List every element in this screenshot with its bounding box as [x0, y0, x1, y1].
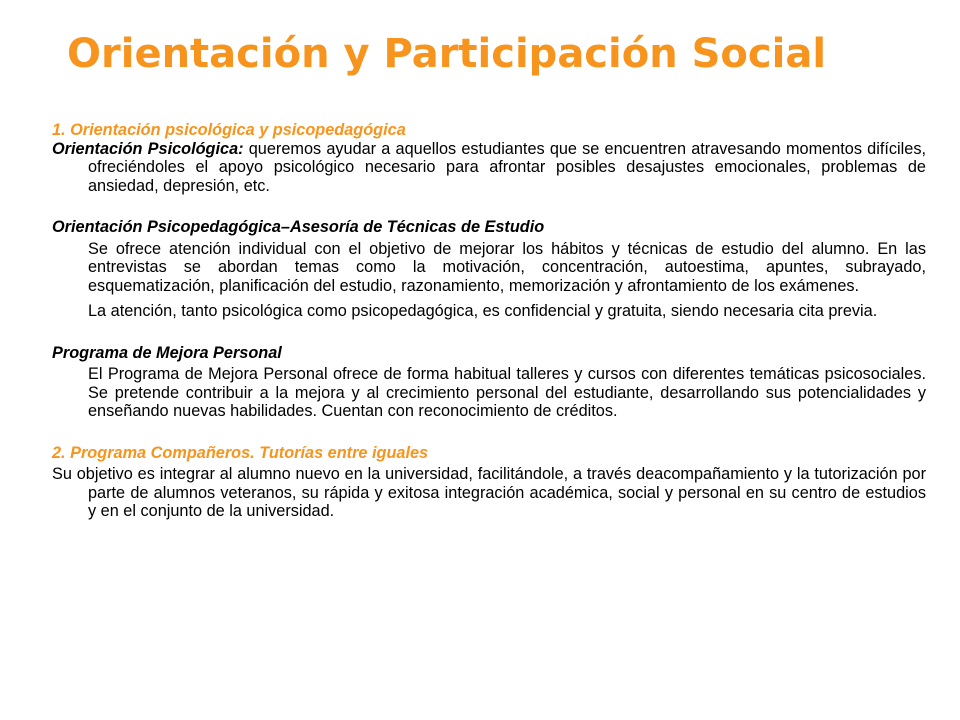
mejora-personal-heading: Programa de Mejora Personal: [52, 343, 282, 362]
section-1-heading: 1. Orientación psicológica y psicopedagógica: [52, 121, 406, 139]
programa-companeros-paragraph: Su objetivo es integrar al alumno nuevo en la universidad, facilitándole, a través deacompañamiento y la tutorización por parte de alumnos veteranos, su rápida y exitosa integración académica, social y personal en su centro de estudios y en el conjunto de la universidad.: [52, 465, 926, 520]
psicopedagogica-paragraph-2: La atención, tanto psicológica como psicopedagógica, es confidencial y gratuita, siendo necesaria cita previa.: [88, 302, 878, 320]
orientacion-psicologica-paragraph: [52, 140, 926, 196]
psicopedagogica-paragraph-1: Se ofrece atención individual con el objetivo de mejorar los hábitos y técnicas de estudio del alumno. En las entrevistas se abordan temas como la motivación, concentración, autoestima, apuntes, subrayado, esquematización, planificación del estudio, razonamiento, memorización y afrontamiento de los exámenes.: [88, 239, 926, 295]
orientacion-psicologica-lead: Orientación Psicológica:: [52, 139, 244, 158]
orientacion-psicologica-text: queremos ayudar a aquellos estudiantes que se encuentren atravesando momentos difíciles, ofreciéndoles el apoyo psicológico necesario para afrontar posibles desajustes emocionales, problemas de ansiedad, depresión, etc.: [88, 139, 926, 195]
section-2-heading: 2. Programa Compañeros. Tutorías entre iguales: [52, 443, 429, 462]
page-title: Orientación y Participación Social: [67, 31, 827, 77]
slide-content: [52, 121, 926, 521]
psicopedagogica-heading: Orientación Psicopedagógica–Asesoría de Técnicas de Estudio: [52, 218, 545, 236]
mejora-personal-paragraph: El Programa de Mejora Personal ofrece de forma habitual talleres y cursos con diferentes temáticas psicosociales. Se pretende contribuir a la mejora y al crecimiento personal del estudiante, desarrollando sus potencialidades y enseñando nuevas habilidades. Cuentan con reconocimiento de créditos.: [88, 365, 926, 420]
